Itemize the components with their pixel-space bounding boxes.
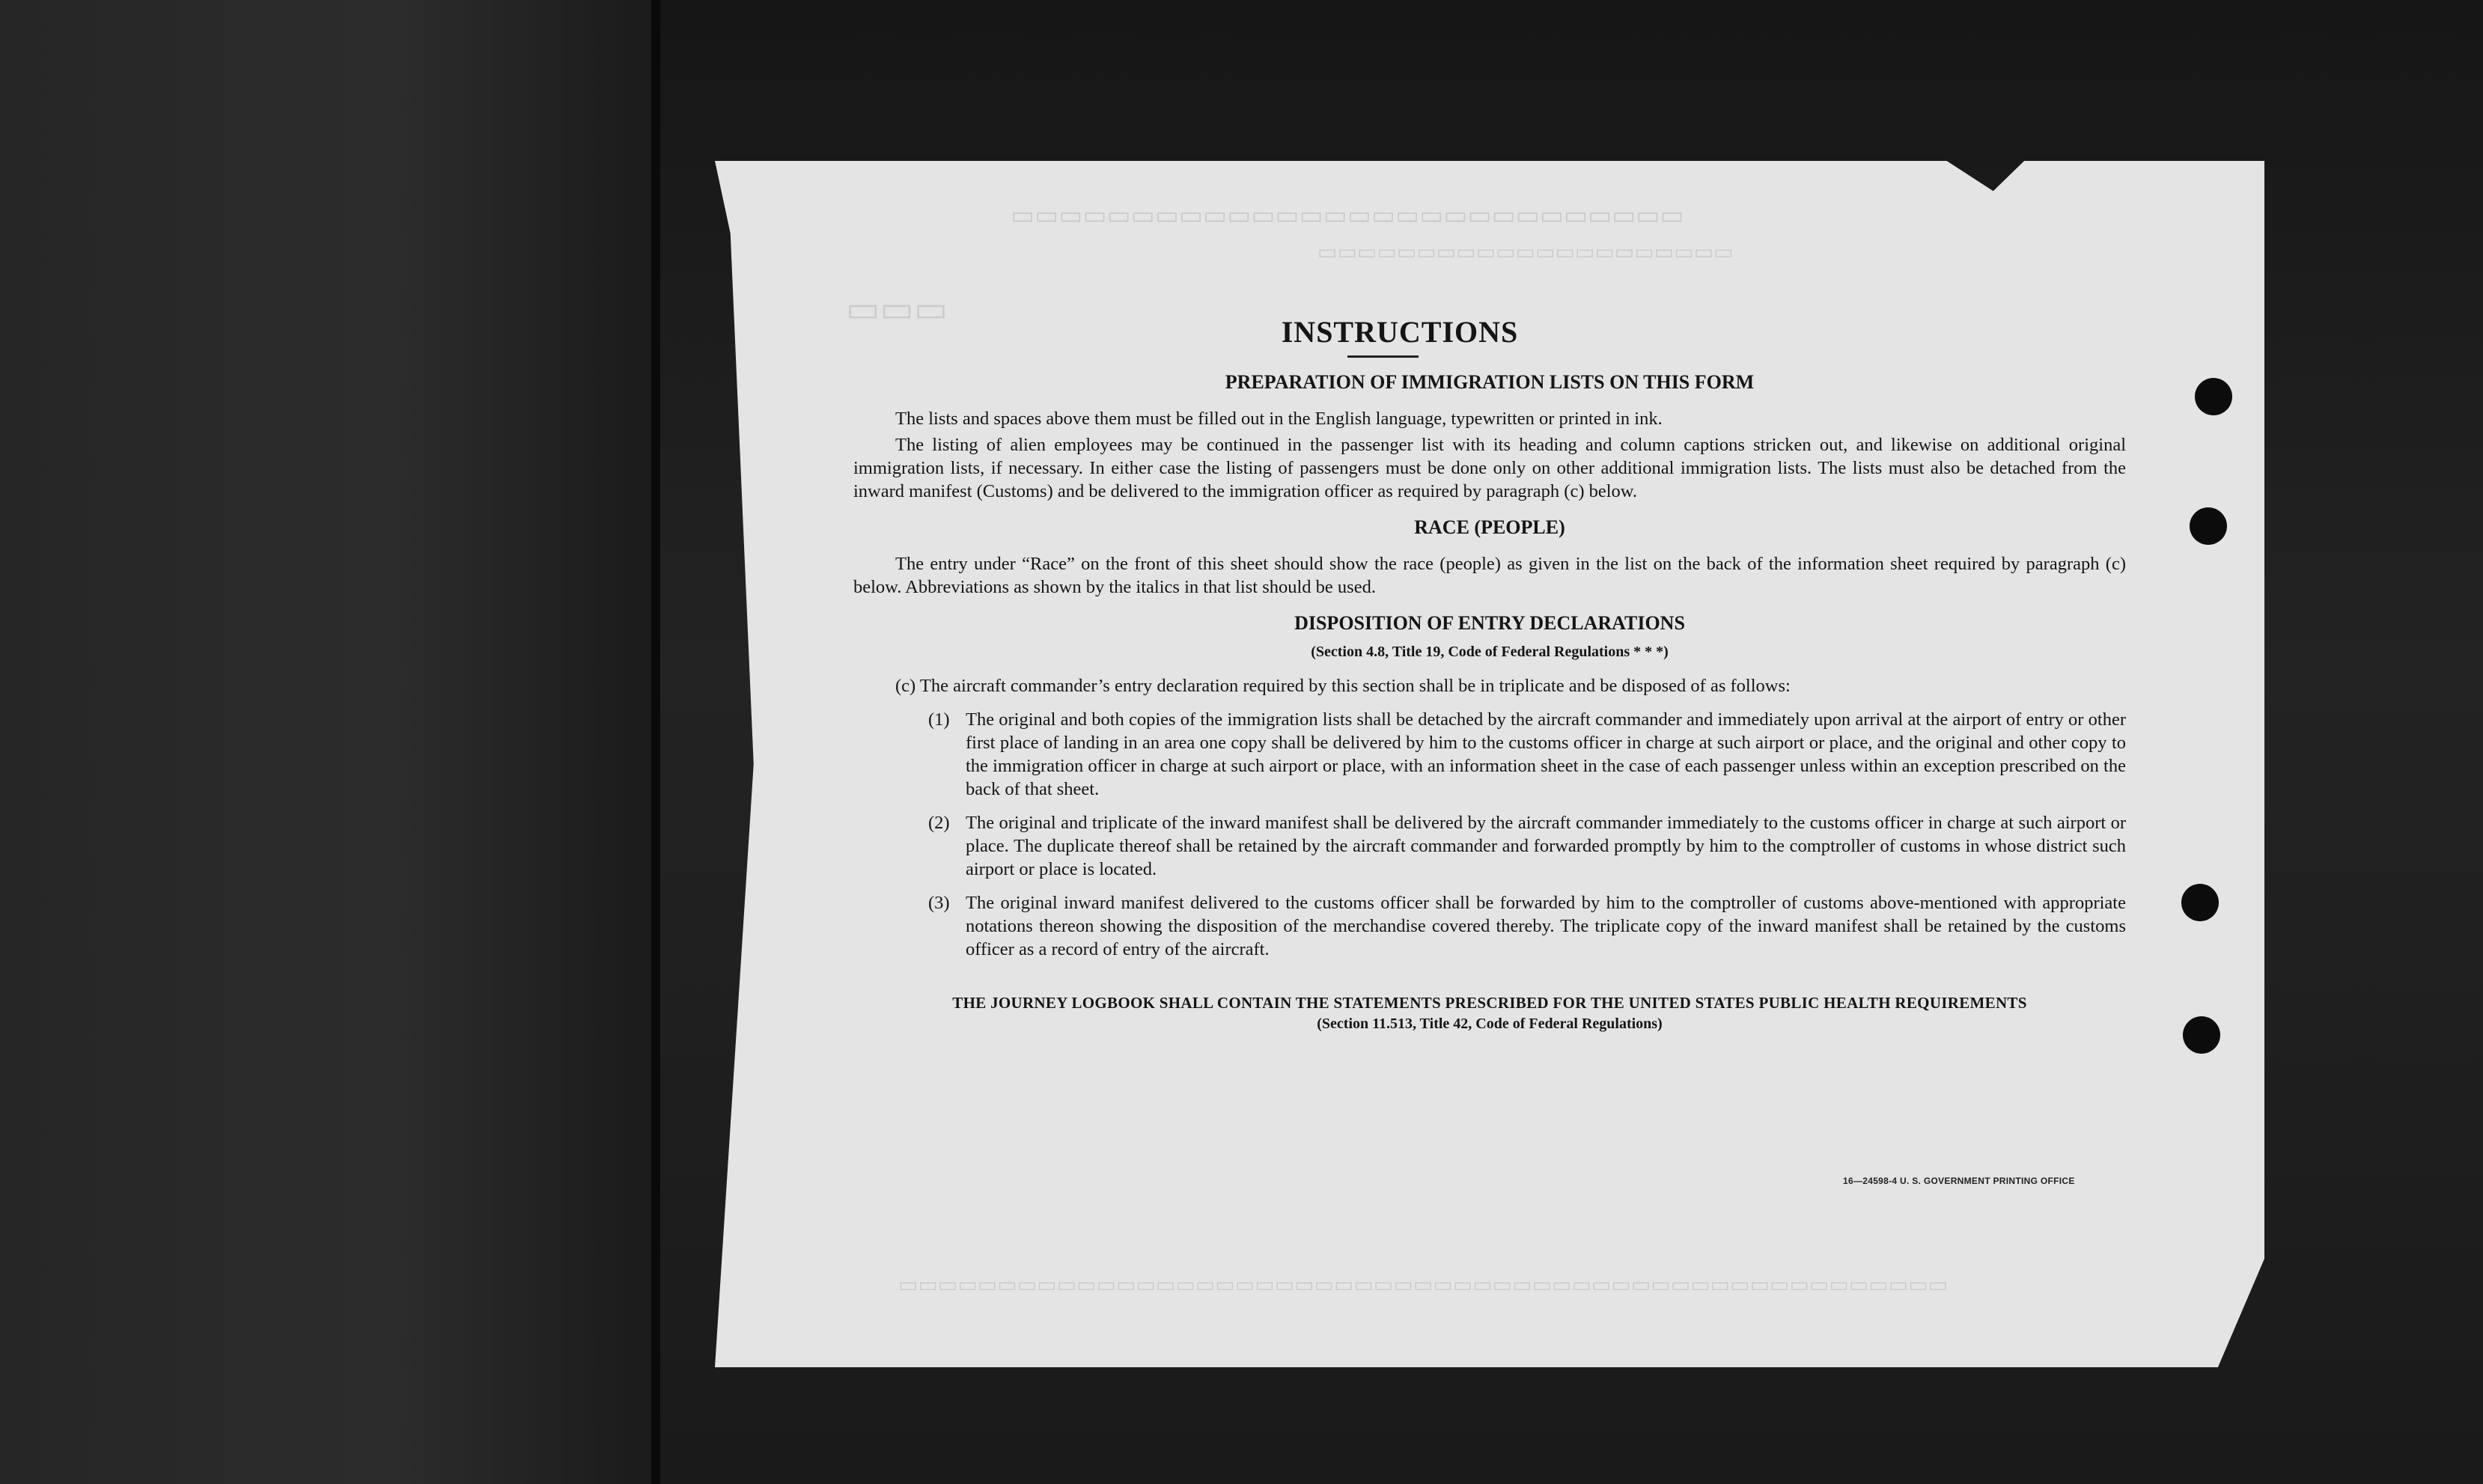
- punch-hole: [2183, 1016, 2220, 1054]
- paragraph-race-entry: The entry under “Race” on the front of this sheet should show the race (people) as given in the list on the back of the information sheet required by paragraph (c) below. Abbreviations as shown by the italics in that list should be used.: [853, 554, 2126, 597]
- list-item: [853, 891, 2126, 961]
- scanner-backdrop-left: [0, 0, 651, 1484]
- journey-logbook-heading: THE JOURNEY LOGBOOK SHALL CONTAIN THE STATEMENTS PRESCRIBED FOR THE UNITED STATES PUBLIC HEALTH REQUIREMENTS: [952, 994, 2027, 1012]
- list-item-text: The original inward manifest delivered to the customs officer shall be forwarded by him to the comptroller of customs above-mentioned with appropriate notations thereon showing the disposition of the merchandise covered thereby. The triplicate copy of the inward manifest shall be retained by the customs officer as a record of entry of the aircraft.: [966, 893, 2126, 959]
- disposition-citation: (Section 4.8, Title 19, Code of Federal Regulations * * *): [1311, 644, 1669, 660]
- journey-logbook-citation: (Section 11.513, Title 42, Code of Federal Regulations): [1317, 1016, 1663, 1032]
- list-item-text: The original and triplicate of the inward manifest shall be delivered by the aircraft commander immediately to the customs officer in charge at such airport or place. The duplicate thereof shall be retained by the aircraft commander and forwarded promptly by him to the comptroller of customs in whose district such airport or place is located.: [966, 813, 2126, 879]
- paragraph-english-language: The lists and spaces above them must be filled out in the English language, typewritten or printed in ink.: [895, 409, 1663, 429]
- punch-hole: [2181, 884, 2219, 921]
- section-heading-race: RACE (PEOPLE): [1414, 516, 1565, 538]
- title-underline: [1347, 355, 1419, 358]
- show-through-text: ▭▭▭▭▭▭▭▭▭▭▭▭▭▭▭▭▭▭▭▭▭▭▭▭▭▭▭▭: [1011, 202, 1684, 230]
- show-through-text: ▭▭▭▭▭▭▭▭▭▭▭▭▭▭▭▭▭▭▭▭▭: [1317, 241, 1734, 264]
- instructions-block: [853, 314, 2126, 1033]
- scanner-film-edge: [651, 0, 660, 1484]
- list-item-text: The original and both copies of the immigration lists shall be detached by the aircraft commander and immediately upon arrival at the airport of entry or other first place of landing in an area one copy shall be delivered by him to the customs officer in charge at such airport or place, and the original and other copy to the immigration officer in charge at such airport or place, with an information sheet in the case of each passenger unless within an exception prescribed on the back of that sheet.: [966, 709, 2126, 799]
- list-item-number: (2): [928, 813, 950, 833]
- punch-hole: [2190, 507, 2227, 545]
- paragraph-alien-employees: The listing of alien employees may be continued in the passenger list with its heading and column captions stricken out, and likewise on additional original immigration lists, if necessary. In either case the listing of passengers must be done only on other additional immigration lists. The lists must also be detached from the inward manifest (Customs) and be delivered to the immigration officer as required by paragraph (c) below.: [853, 435, 2126, 501]
- list-item-number: (3): [928, 893, 950, 913]
- show-through-number: ▭▭▭: [846, 290, 948, 329]
- list-item-number: (1): [928, 709, 950, 730]
- show-through-text: ▭▭▭▭▭▭▭▭▭▭▭▭▭▭▭▭▭▭▭▭▭▭▭▭▭▭▭▭▭▭▭▭▭▭▭▭▭▭▭▭▭▭▭▭▭▭▭▭▭▭▭▭▭: [898, 1274, 1949, 1297]
- paragraph-triplicate: (c) The aircraft commander’s entry declaration required by this section shall be in triplicate and be disposed of as follows:: [895, 676, 1791, 696]
- punch-hole: [2195, 378, 2232, 415]
- section-heading-preparation: PREPARATION OF IMMIGRATION LISTS ON THIS FORM: [1225, 371, 1755, 393]
- section-heading-disposition: DISPOSITION OF ENTRY DECLARATIONS: [1294, 612, 1685, 634]
- list-item: [853, 811, 2126, 881]
- page-title: INSTRUCTIONS: [1281, 315, 1519, 349]
- list-item: [853, 708, 2126, 801]
- printer-mark: 16—24598-4 U. S. GOVERNMENT PRINTING OFFICE: [1843, 1176, 2075, 1186]
